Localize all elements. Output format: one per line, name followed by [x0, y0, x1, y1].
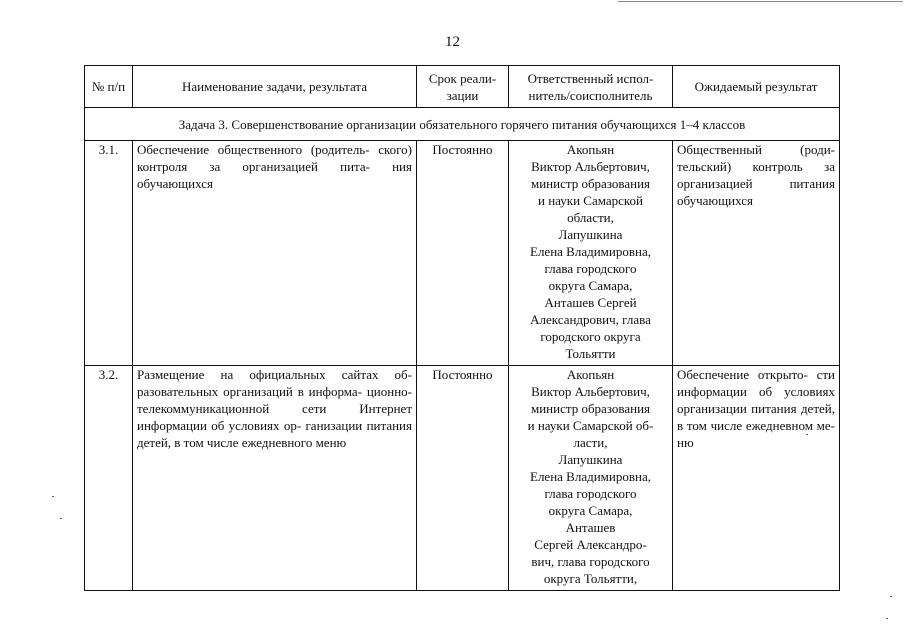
action-plan-table: [84, 65, 840, 591]
responsible-line: ласти,: [573, 435, 608, 450]
responsible-line: округа Тольятти,: [543, 571, 638, 586]
responsible-line: и науки Самарской об-: [527, 418, 654, 433]
responsible-line: области,: [567, 210, 614, 225]
header-expected-result: Ожидаемый результат: [673, 66, 840, 108]
header-number: № п/п: [85, 66, 133, 108]
row-term: Постоянно: [417, 141, 509, 366]
responsible-line: Анташев: [565, 520, 616, 535]
scan-speck: [890, 596, 892, 597]
responsible-line: округа Самара,: [548, 278, 633, 293]
responsible-line: министр образования: [530, 176, 651, 191]
row-number: 3.2.: [85, 366, 133, 591]
scan-speck: [886, 618, 888, 619]
responsible-line: Елена Владимировна,: [530, 244, 651, 259]
header-term: Срок реали- зации: [417, 66, 509, 108]
row-task-name: Обеспечение общественного (родитель- ского) контроля за организацией пита- ния обучающихся: [133, 141, 417, 366]
responsible-line: Сергей Александро-: [534, 537, 647, 552]
responsible-line: глава городского: [544, 486, 637, 501]
responsible-line: и науки Самарской: [537, 193, 644, 208]
table-header-row: [85, 66, 840, 108]
row-responsible: [509, 141, 673, 366]
page-number: 12: [445, 34, 460, 50]
responsible-line: Акопьян: [566, 367, 615, 382]
row-number: 3.1.: [85, 141, 133, 366]
responsible-line: Александрович, глава: [530, 312, 651, 327]
responsible-line: министр образования: [530, 401, 651, 416]
responsible-line: округа Самара,: [548, 503, 633, 518]
table-row: [85, 366, 840, 591]
header-task-name: Наименование задачи, результата: [133, 66, 417, 108]
responsible-line: вич, глава городского: [531, 554, 650, 569]
row-responsible: [509, 366, 673, 591]
responsible-line: Виктор Альбертович,: [531, 384, 650, 399]
header-responsible: Ответственный испол- нитель/соисполнитель: [509, 66, 673, 108]
responsible-line: городского округа: [540, 329, 641, 344]
responsible-line: глава городского: [544, 261, 637, 276]
scan-speck: [52, 496, 54, 497]
responsible-line: Елена Владимировна,: [530, 469, 651, 484]
table-row: [85, 141, 840, 366]
responsible-line: Виктор Альбертович,: [531, 159, 650, 174]
responsible-line: Акопьян: [566, 142, 615, 157]
scan-speck: [806, 434, 808, 435]
row-expected-result: Общественный (роди- тельский) контроль за организацией питания обучающихся: [673, 141, 840, 366]
row-term: Постоянно: [417, 366, 509, 591]
responsible-line: Лапушкина: [558, 227, 623, 242]
responsible-line: Анташев Сергей: [544, 295, 637, 310]
responsible-line: Лапушкина: [558, 452, 623, 467]
task-title-row: [85, 108, 840, 141]
scan-edge-line: [618, 1, 903, 2]
row-expected-result: Обеспечение открыто- сти информации об условиях организации питания детей, в том числе ежедневном ме- ню: [673, 366, 840, 591]
scan-speck: [60, 518, 62, 519]
row-task-name: Размещение на официальных сайтах об- разовательных организаций в информа- ционно-телекоммуникационной сети Интернет информации об условиях ор- ганизации питания детей, в том числе ежедневного меню: [133, 366, 417, 591]
responsible-line: Тольятти: [565, 346, 616, 361]
task-title: Задача 3. Совершенствование организации обязательного горячего питания обучающихся 1–4 классов: [85, 108, 840, 141]
